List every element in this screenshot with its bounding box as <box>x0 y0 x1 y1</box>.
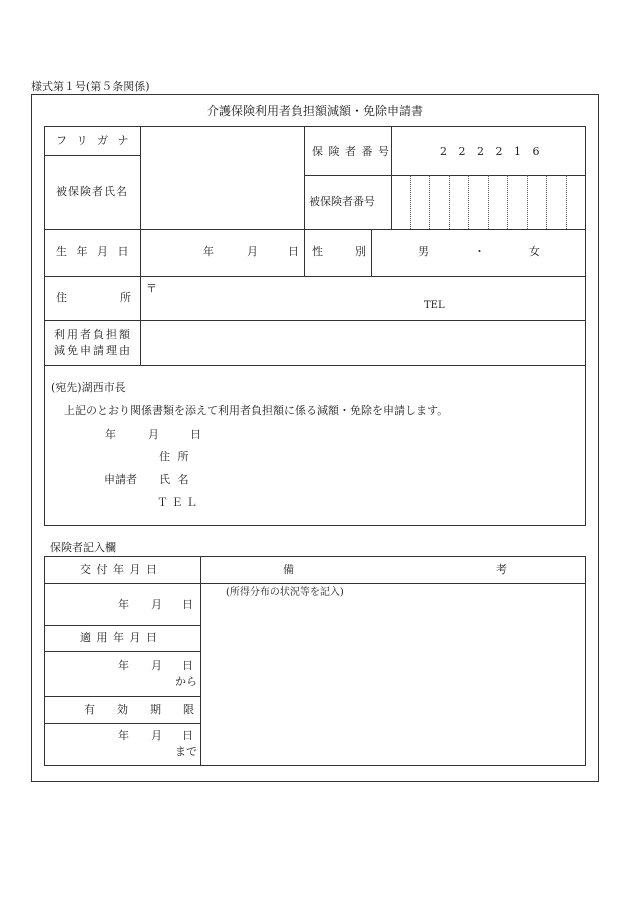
apply-date-field[interactable] <box>45 652 199 695</box>
issue-year-unit: 年 <box>118 598 129 611</box>
validity-label-3: 期 <box>150 703 161 716</box>
sex-label-2: 別 <box>355 245 366 258</box>
valid-until-text: まで <box>175 745 197 758</box>
birth-month-unit: 月 <box>247 245 258 258</box>
applicant-address-label: 住 所 <box>159 450 191 463</box>
address-label-1: 住 <box>56 291 67 304</box>
remarks-label-2: 考 <box>496 563 507 576</box>
address-tel-label: TEL <box>424 300 445 311</box>
sex-label-1: 性 <box>312 245 323 258</box>
insurer-number-label: 保 険 者 番 号 <box>312 145 390 158</box>
apply-year-unit: 年 <box>118 659 129 672</box>
validity-label-1: 有 <box>84 703 95 716</box>
birth-year-unit: 年 <box>203 245 214 258</box>
sex-option-male[interactable]: 男 <box>418 245 429 258</box>
birthdate-field[interactable] <box>141 230 303 275</box>
reason-label-line2: 減免申請理由 <box>54 344 132 357</box>
insured-name-label: 被保険者氏名 <box>56 185 128 198</box>
issue-month-unit: 月 <box>151 598 162 611</box>
sex-option-female[interactable]: 女 <box>529 245 540 258</box>
issue-day-unit: 日 <box>182 598 193 611</box>
issue-date-field[interactable] <box>45 584 199 624</box>
address-label-2: 所 <box>120 291 131 304</box>
remarks-label-1: 備 <box>283 563 294 576</box>
declaration-day-unit: 日 <box>190 428 201 441</box>
insurer-number-value: 2 2 2 2 1 6 <box>440 145 544 158</box>
validity-label-2: 効 <box>117 703 128 716</box>
furigana-label: フ リ ガ ナ <box>56 134 132 147</box>
apply-from-text: から <box>175 675 197 688</box>
applicant-tel-label: Ｔ Ｅ Ｌ <box>157 496 197 509</box>
furigana-field[interactable] <box>141 127 303 155</box>
sex-separator: ・ <box>474 245 485 258</box>
form-number-label: 様式第１号(第５条関係) <box>31 80 150 93</box>
apply-month-unit: 月 <box>151 659 162 672</box>
address-field[interactable] <box>141 277 585 319</box>
remarks-field[interactable] <box>201 584 585 765</box>
insurer-section-title: 保険者記入欄 <box>50 541 116 554</box>
postal-mark: 〒 <box>146 282 157 295</box>
addressee: (宛先)湖西市長 <box>51 381 126 394</box>
apply-date-label: 適 用 年 月 日 <box>80 631 158 644</box>
applicant-name-label: 氏 名 <box>159 473 191 486</box>
birthdate-label: 生 年 月 日 <box>56 245 132 258</box>
declaration-year-unit: 年 <box>105 428 116 441</box>
insured-number-label: 被保険者番号 <box>309 195 375 208</box>
apply-day-unit: 日 <box>182 659 193 672</box>
issue-date-label: 交 付 年 月 日 <box>80 563 158 576</box>
birth-day-unit: 日 <box>288 245 299 258</box>
valid-month-unit: 月 <box>151 729 162 742</box>
applicant-label: 申請者 <box>104 473 137 486</box>
applicant-info-field[interactable] <box>210 444 570 514</box>
form-title: 介護保険利用者負担額減額・免除申請書 <box>206 104 423 118</box>
valid-year-unit: 年 <box>118 729 129 742</box>
insured-number-field[interactable] <box>392 176 585 228</box>
validity-date-field[interactable] <box>45 724 199 765</box>
declaration-month-unit: 月 <box>148 428 159 441</box>
declaration-statement: 上記のとおり関係書類を添えて利用者負担額に係る減額・免除を申請します。 <box>64 404 449 417</box>
reason-label-line1: 利用者負担額 <box>54 328 132 341</box>
validity-label-4: 限 <box>183 703 194 716</box>
reason-field[interactable] <box>141 321 585 365</box>
valid-day-unit: 日 <box>182 729 193 742</box>
remarks-note: (所得分布の状況等を記入) <box>226 587 344 598</box>
insured-name-field[interactable] <box>141 156 303 228</box>
